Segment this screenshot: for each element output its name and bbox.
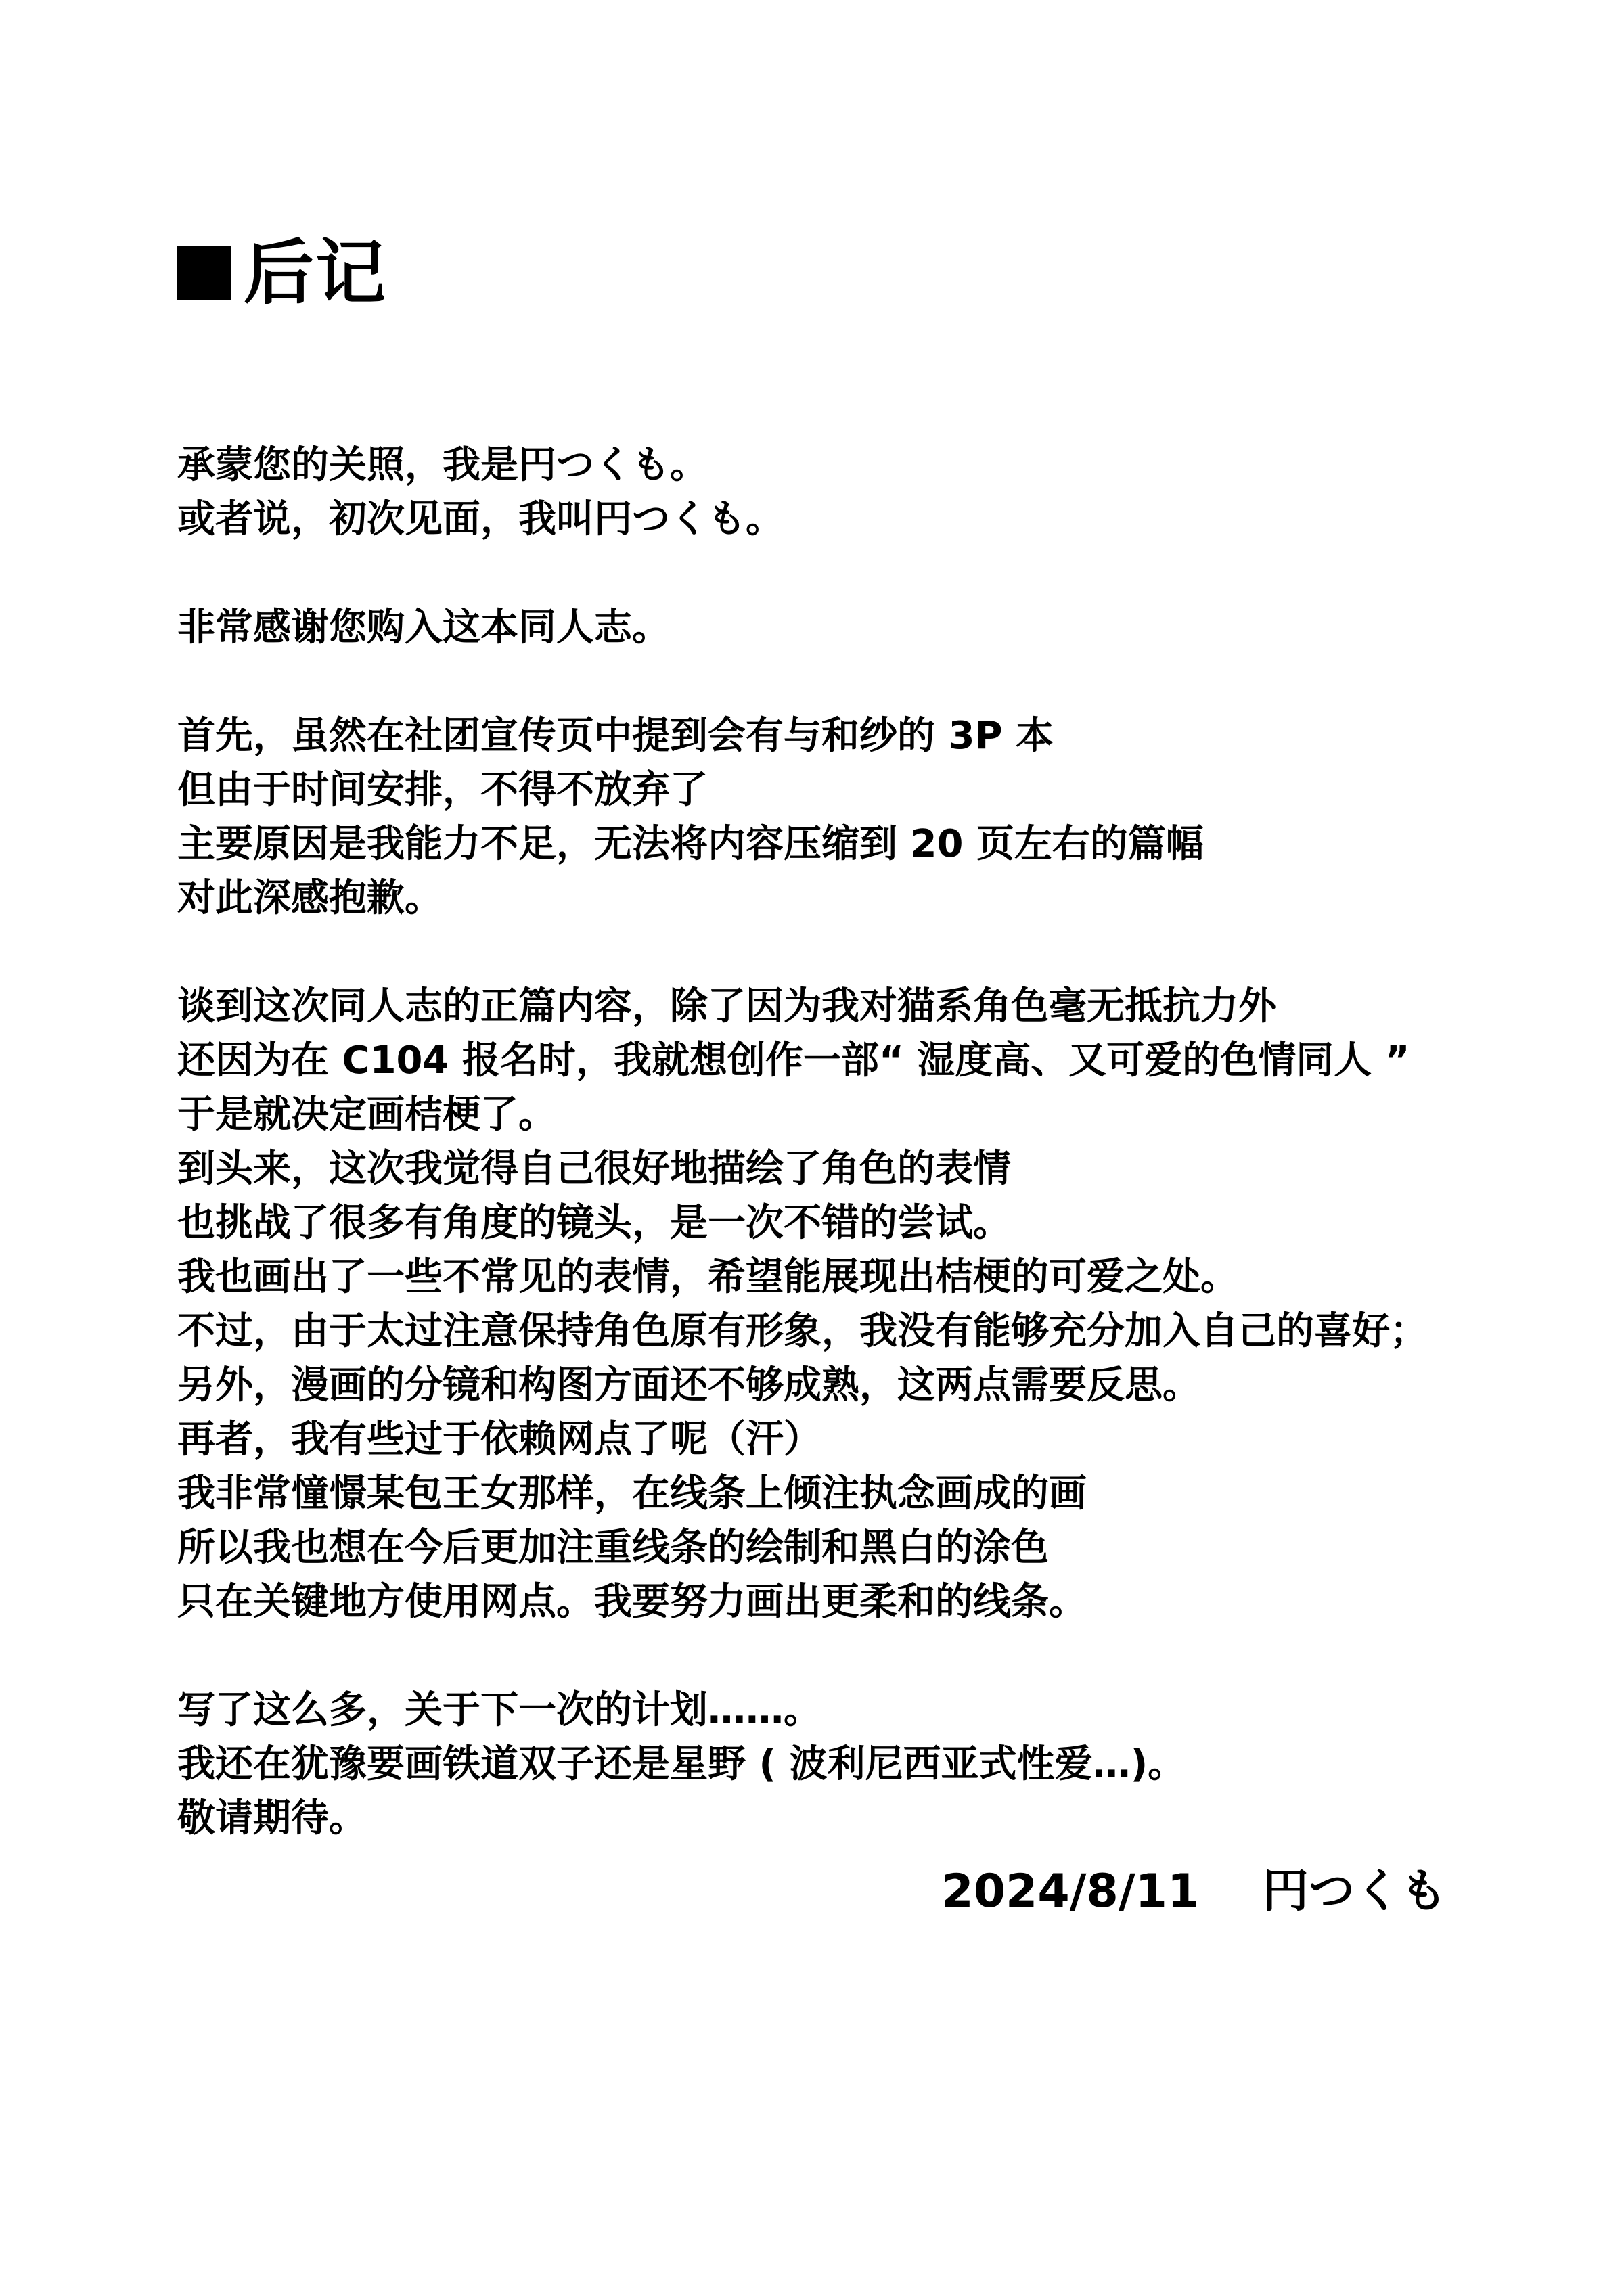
signature-date: 2024/8/11 xyxy=(941,1865,1200,1918)
paragraph-gap xyxy=(177,655,1598,709)
text-line: 只在关键地方使用网点。我要努力画出更柔和的线条。 xyxy=(177,1580,1087,1624)
text-line: 首先，虽然在社团宣传页中提到会有与和纱的 3P 本 xyxy=(177,714,1054,758)
signature xyxy=(941,1858,1447,1926)
text-line: 但由于时间安排，不得不放弃了 xyxy=(177,768,708,812)
heading-title: 后记 xyxy=(244,231,388,314)
text-line: 还因为在 C104 报名时，我就想创作一部“ 湿度高、又可爱的色情同人 ” xyxy=(177,1039,1410,1083)
page-heading xyxy=(177,229,387,317)
text-line: 对此深感抱歉。 xyxy=(177,876,443,920)
paragraph-gap xyxy=(177,1629,1598,1683)
text-line: 另外，漫画的分镜和构图方面还不够成熟，这两点需要反思。 xyxy=(177,1363,1200,1407)
paragraph xyxy=(177,438,1598,547)
text-line: 再者，我有些过于依赖网点了呢（汗） xyxy=(177,1417,821,1461)
paragraph xyxy=(177,709,1598,926)
paragraph xyxy=(177,601,1598,655)
text-line: 谈到这次同人志的正篇内容，除了因为我对猫系角色毫无抵抗力外 xyxy=(177,984,1276,1028)
black-square-icon xyxy=(177,246,231,300)
paragraph-gap xyxy=(177,926,1598,980)
text-line: 我还在犹豫要画铁道双子还是星野 ( 波利尼西亚式性爱…)。 xyxy=(177,1742,1186,1786)
text-line: 于是就决定画桔梗了。 xyxy=(177,1093,556,1137)
text-line: 不过，由于太过注意保持角色原有形象，我没有能够充分加入自己的喜好； xyxy=(177,1309,1428,1353)
text-line: 主要原因是我能力不足，无法将内容压缩到 20 页左右的篇幅 xyxy=(177,822,1204,866)
text-line: 写了这么多，关于下一次的计划……。 xyxy=(177,1688,821,1732)
text-line: 所以我也想在今后更加注重线条的绘制和黑白的涂色 xyxy=(177,1526,1049,1570)
text-line: 或者说，初次见面，我叫円つくも。 xyxy=(177,497,784,541)
text-line: 我非常憧憬某包王女那样，在线条上倾注执念画成的画 xyxy=(177,1472,1087,1516)
text-line: 也挑战了很多有角度的镜头，是一次不错的尝试。 xyxy=(177,1201,1011,1245)
text-line: 非常感谢您购入这本同人志。 xyxy=(177,606,670,650)
afterword-body xyxy=(177,438,1598,1846)
paragraph xyxy=(177,980,1598,1629)
paragraph-gap xyxy=(177,547,1598,601)
text-line: 敬请期待。 xyxy=(177,1796,367,1840)
signature-author: 円つくも xyxy=(1262,1865,1447,1918)
text-line: 到头来，这次我觉得自己很好地描绘了角色的表情 xyxy=(177,1147,1011,1191)
text-line: 承蒙您的关照，我是円つくも。 xyxy=(177,443,708,487)
text-line: 我也画出了一些不常见的表情，希望能展现出桔梗的可爱之处。 xyxy=(177,1255,1238,1299)
paragraph xyxy=(177,1683,1598,1846)
